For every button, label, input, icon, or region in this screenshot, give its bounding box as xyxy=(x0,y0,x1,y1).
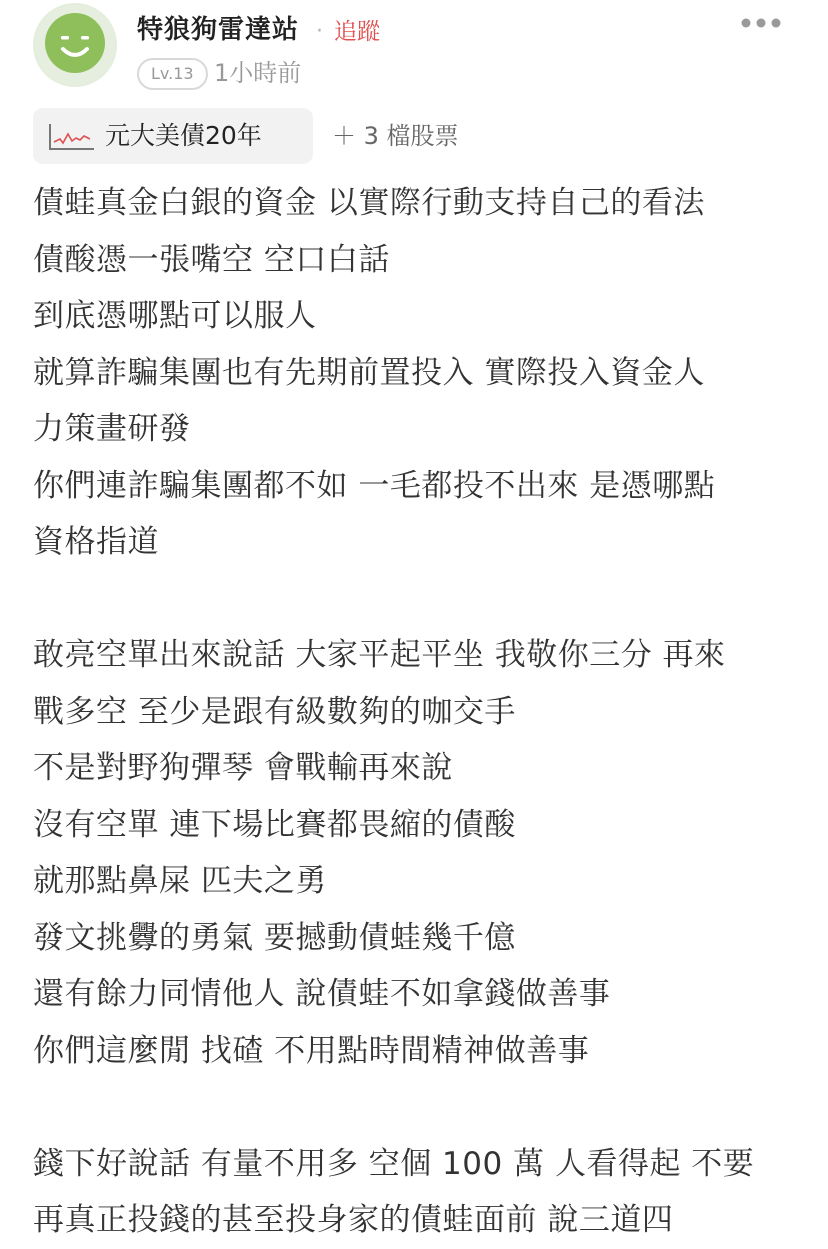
post-line: 債蛙真金白銀的資金 以實際行動支持自己的看法 xyxy=(33,185,705,221)
author-name[interactable]: 特狼狗雷達站 xyxy=(137,15,300,45)
stock-tag-name: 元大美債20年 xyxy=(105,121,262,150)
stock-tag-chip[interactable] xyxy=(33,108,313,164)
author-avatar[interactable] xyxy=(33,3,117,87)
post-line: 發文挑釁的勇氣 要撼動債蛙幾千億 xyxy=(33,919,516,956)
post-line: 再真正投錢的甚至投身家的債蛙面前 說三道四 xyxy=(33,1202,674,1238)
post-timestamp: 1小時前 xyxy=(214,59,302,87)
post-line: 你們這麼閒 找碴 不用點時間精神做善事 xyxy=(33,1032,590,1069)
more-options-button[interactable] xyxy=(738,8,784,38)
blank-line xyxy=(33,1079,813,1136)
more-stocks-link[interactable]: ＋ 3 檔股票 xyxy=(332,122,459,150)
name-separator: · xyxy=(316,19,323,44)
post-line: 債酸憑一張嘴空 空口白話 xyxy=(33,241,390,278)
post-line: 沒有空單 連下場比賽都畏縮的債酸 xyxy=(33,806,516,843)
post-line: 力策畫研發 xyxy=(33,411,191,447)
level-badge: Lv.13 xyxy=(137,58,208,90)
post-line: 到底憑哪點可以服人 xyxy=(33,298,317,334)
more-dots-icon xyxy=(738,8,784,38)
post-line: 戰多空 至少是跟有級數夠的咖交手 xyxy=(33,693,516,730)
smiley-face-icon xyxy=(33,3,117,87)
blank-line xyxy=(33,571,813,628)
post-line: 錢下好說話 有量不用多 空個 100 萬 人看得起 不要 xyxy=(33,1145,755,1182)
post-line: 不是對野狗彈琴 會戰輸再來說 xyxy=(33,750,453,786)
post-line: 資格指道 xyxy=(33,524,159,560)
post-line: 還有餘力同情他人 說債蛙不如拿錢做善事 xyxy=(33,976,611,1012)
post-line: 就算詐騙集團也有先期前置投入 實際投入資金人 xyxy=(33,354,705,391)
follow-button[interactable]: 追蹤 xyxy=(334,19,380,45)
post-body xyxy=(33,175,813,1249)
stock-chart-icon xyxy=(48,122,96,152)
post-line: 你們連詐騙集團都不如 一毛都投不出來 是憑哪點 xyxy=(33,467,716,504)
post-line: 敢亮空單出來說話 大家平起平坐 我敬你三分 再來 xyxy=(33,637,726,673)
post-header xyxy=(0,0,828,100)
post-line: 就那點鼻屎 匹夫之勇 xyxy=(33,863,327,899)
